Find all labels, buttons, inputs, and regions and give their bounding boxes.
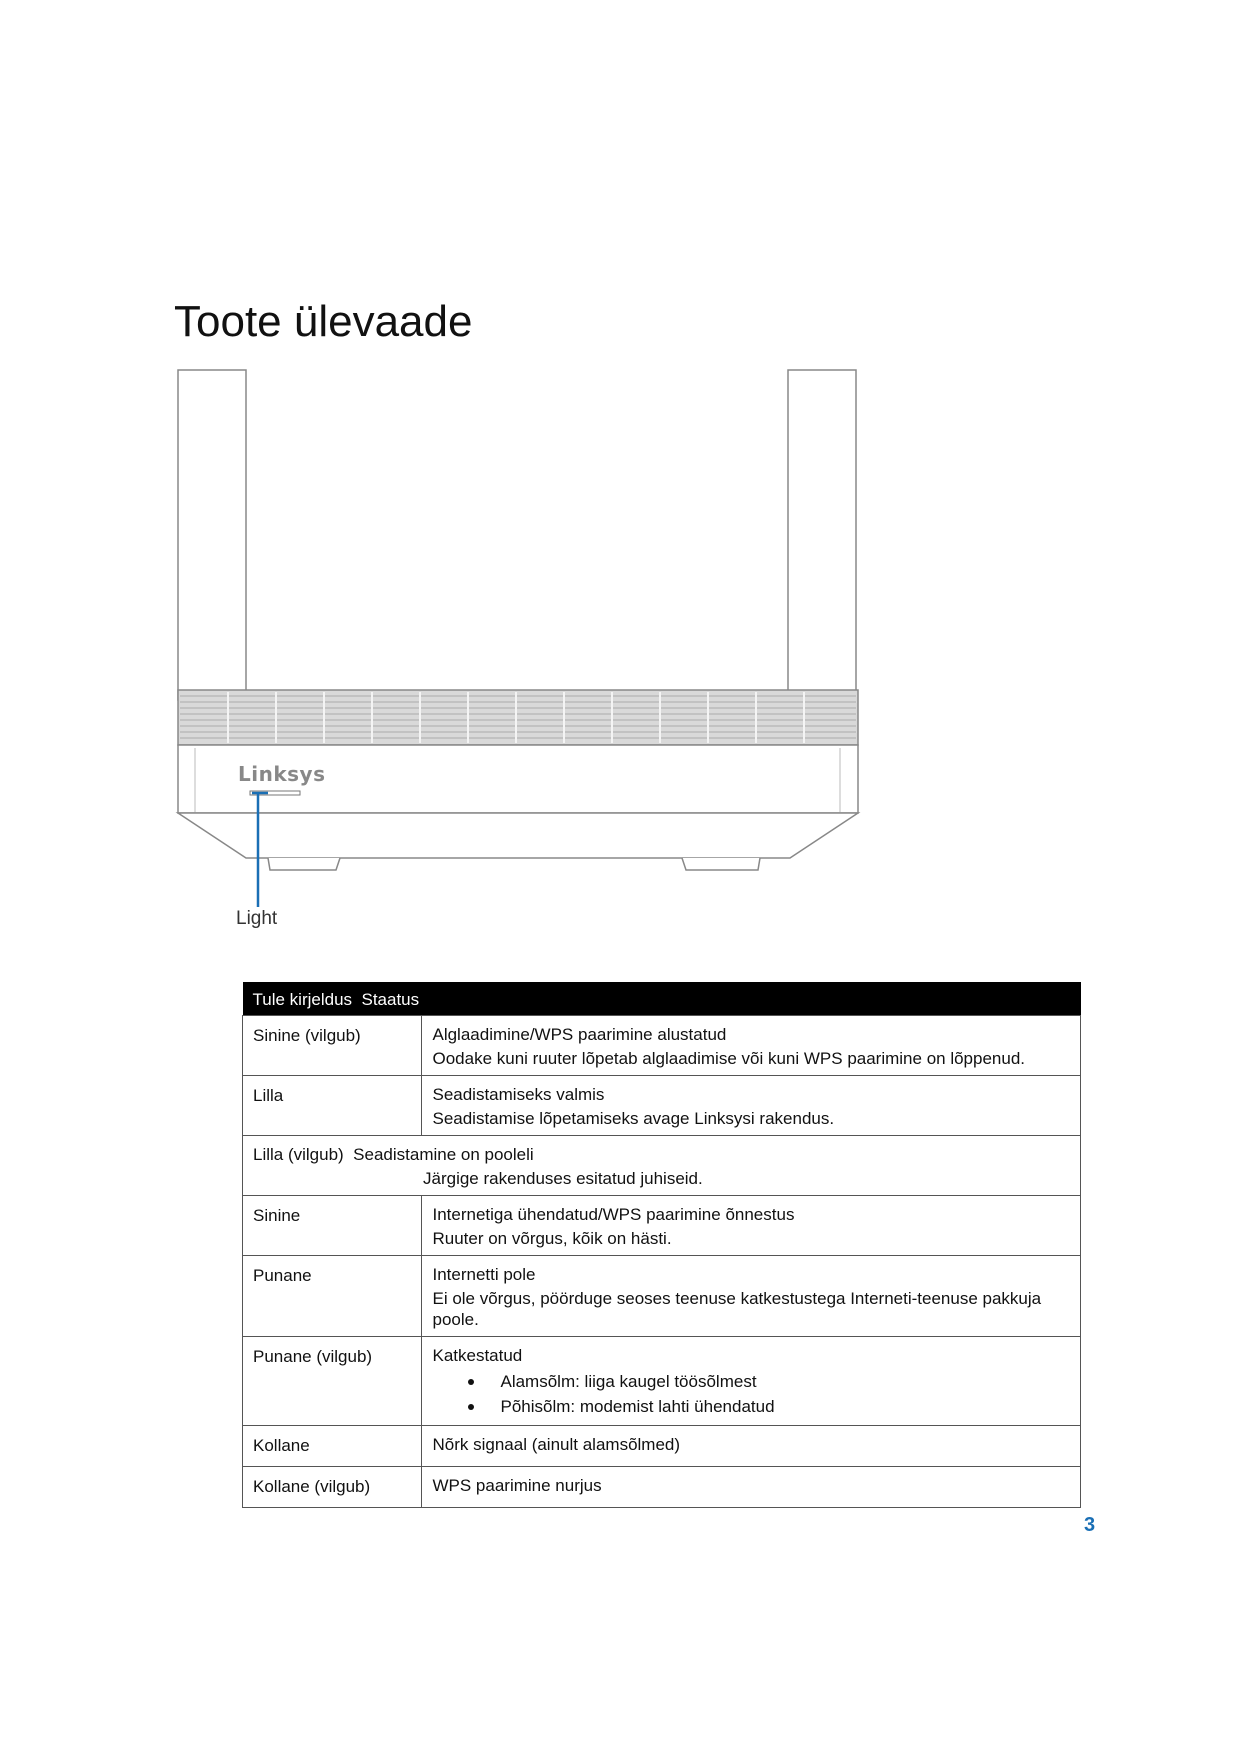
status-cell bbox=[422, 1337, 1081, 1426]
list-item: Alamsõlm: liiga kaugel töösõlmest bbox=[468, 1369, 1070, 1394]
led-status-table bbox=[242, 982, 1081, 1508]
list-item: Põhisõlm: modemist lahti ühendatud bbox=[468, 1394, 1070, 1419]
table-header bbox=[243, 982, 1081, 1016]
light-cell: Sinine bbox=[243, 1196, 422, 1256]
light-cell: Kollane bbox=[243, 1426, 422, 1467]
right-foot bbox=[682, 858, 760, 870]
status-bullets bbox=[432, 1369, 1070, 1419]
light-label: Light bbox=[236, 908, 278, 929]
table-row bbox=[243, 1196, 1081, 1256]
status-detail: Oodake kuni ruuter lõpetab alglaadimise või kuni WPS paarimine on lõppenud. bbox=[432, 1049, 1026, 1068]
header-status: Staatus bbox=[361, 990, 420, 1009]
left-foot bbox=[268, 858, 340, 870]
status-detail: Ruuter on võrgus, kõik on hästi. bbox=[432, 1229, 672, 1248]
status-text: Internetiga ühendatud/WPS paarimine õnnestus bbox=[432, 1205, 795, 1224]
table-row bbox=[243, 1426, 1081, 1467]
status-text: Internetti pole bbox=[432, 1265, 536, 1284]
light-cell: Kollane (vilgub) bbox=[243, 1467, 422, 1508]
router-base bbox=[178, 813, 858, 858]
table-header-row bbox=[243, 982, 1081, 1016]
status-text: Seadistamine on pooleli bbox=[353, 1145, 534, 1164]
table-row bbox=[243, 1076, 1081, 1136]
light-cell: Lilla bbox=[243, 1076, 422, 1136]
status-cell bbox=[422, 1426, 1081, 1467]
light-cell: Punane bbox=[243, 1256, 422, 1337]
status-cell bbox=[422, 1076, 1081, 1136]
linksys-logo: Linksys bbox=[238, 762, 326, 786]
light-cell: Sinine (vilgub) bbox=[243, 1016, 422, 1076]
status-detail: Järgige rakenduses esitatud juhiseid. bbox=[423, 1169, 703, 1188]
right-antenna bbox=[788, 370, 856, 700]
status-text: WPS paarimine nurjus bbox=[432, 1476, 602, 1495]
page-title: Toote ülevaade bbox=[174, 297, 473, 346]
table-row bbox=[243, 1337, 1081, 1426]
status-cell bbox=[422, 1016, 1081, 1076]
status-text: Alglaadimine/WPS paarimine alustatud bbox=[432, 1025, 727, 1044]
page-number: 3 bbox=[1084, 1514, 1096, 1536]
status-cell bbox=[422, 1196, 1081, 1256]
status-detail: Ei ole võrgus, pöörduge seoses teenuse katkestustega Interneti-teenuse pakkuja poole. bbox=[432, 1289, 1042, 1329]
status-cell bbox=[422, 1256, 1081, 1337]
router-figure bbox=[170, 360, 870, 940]
status-text: Katkestatud bbox=[432, 1346, 523, 1365]
table-row bbox=[243, 1136, 1081, 1196]
table-row bbox=[243, 1256, 1081, 1337]
status-text: Nõrk signaal (ainult alamsõlmed) bbox=[432, 1435, 681, 1454]
table-row bbox=[243, 1016, 1081, 1076]
header-light-description: Tule kirjeldus bbox=[252, 990, 353, 1009]
light-cell: Punane (vilgub) bbox=[243, 1337, 422, 1426]
status-text: Seadistamiseks valmis bbox=[432, 1085, 605, 1104]
status-cell bbox=[422, 1467, 1081, 1508]
router-illustration bbox=[170, 360, 870, 940]
status-detail: Seadistamise lõpetamiseks avage Linksysi rakendus. bbox=[432, 1109, 835, 1128]
table-row bbox=[243, 1467, 1081, 1508]
light-cell: Lilla (vilgub) bbox=[253, 1145, 344, 1164]
left-antenna bbox=[178, 370, 246, 700]
merged-cell bbox=[243, 1136, 1081, 1196]
